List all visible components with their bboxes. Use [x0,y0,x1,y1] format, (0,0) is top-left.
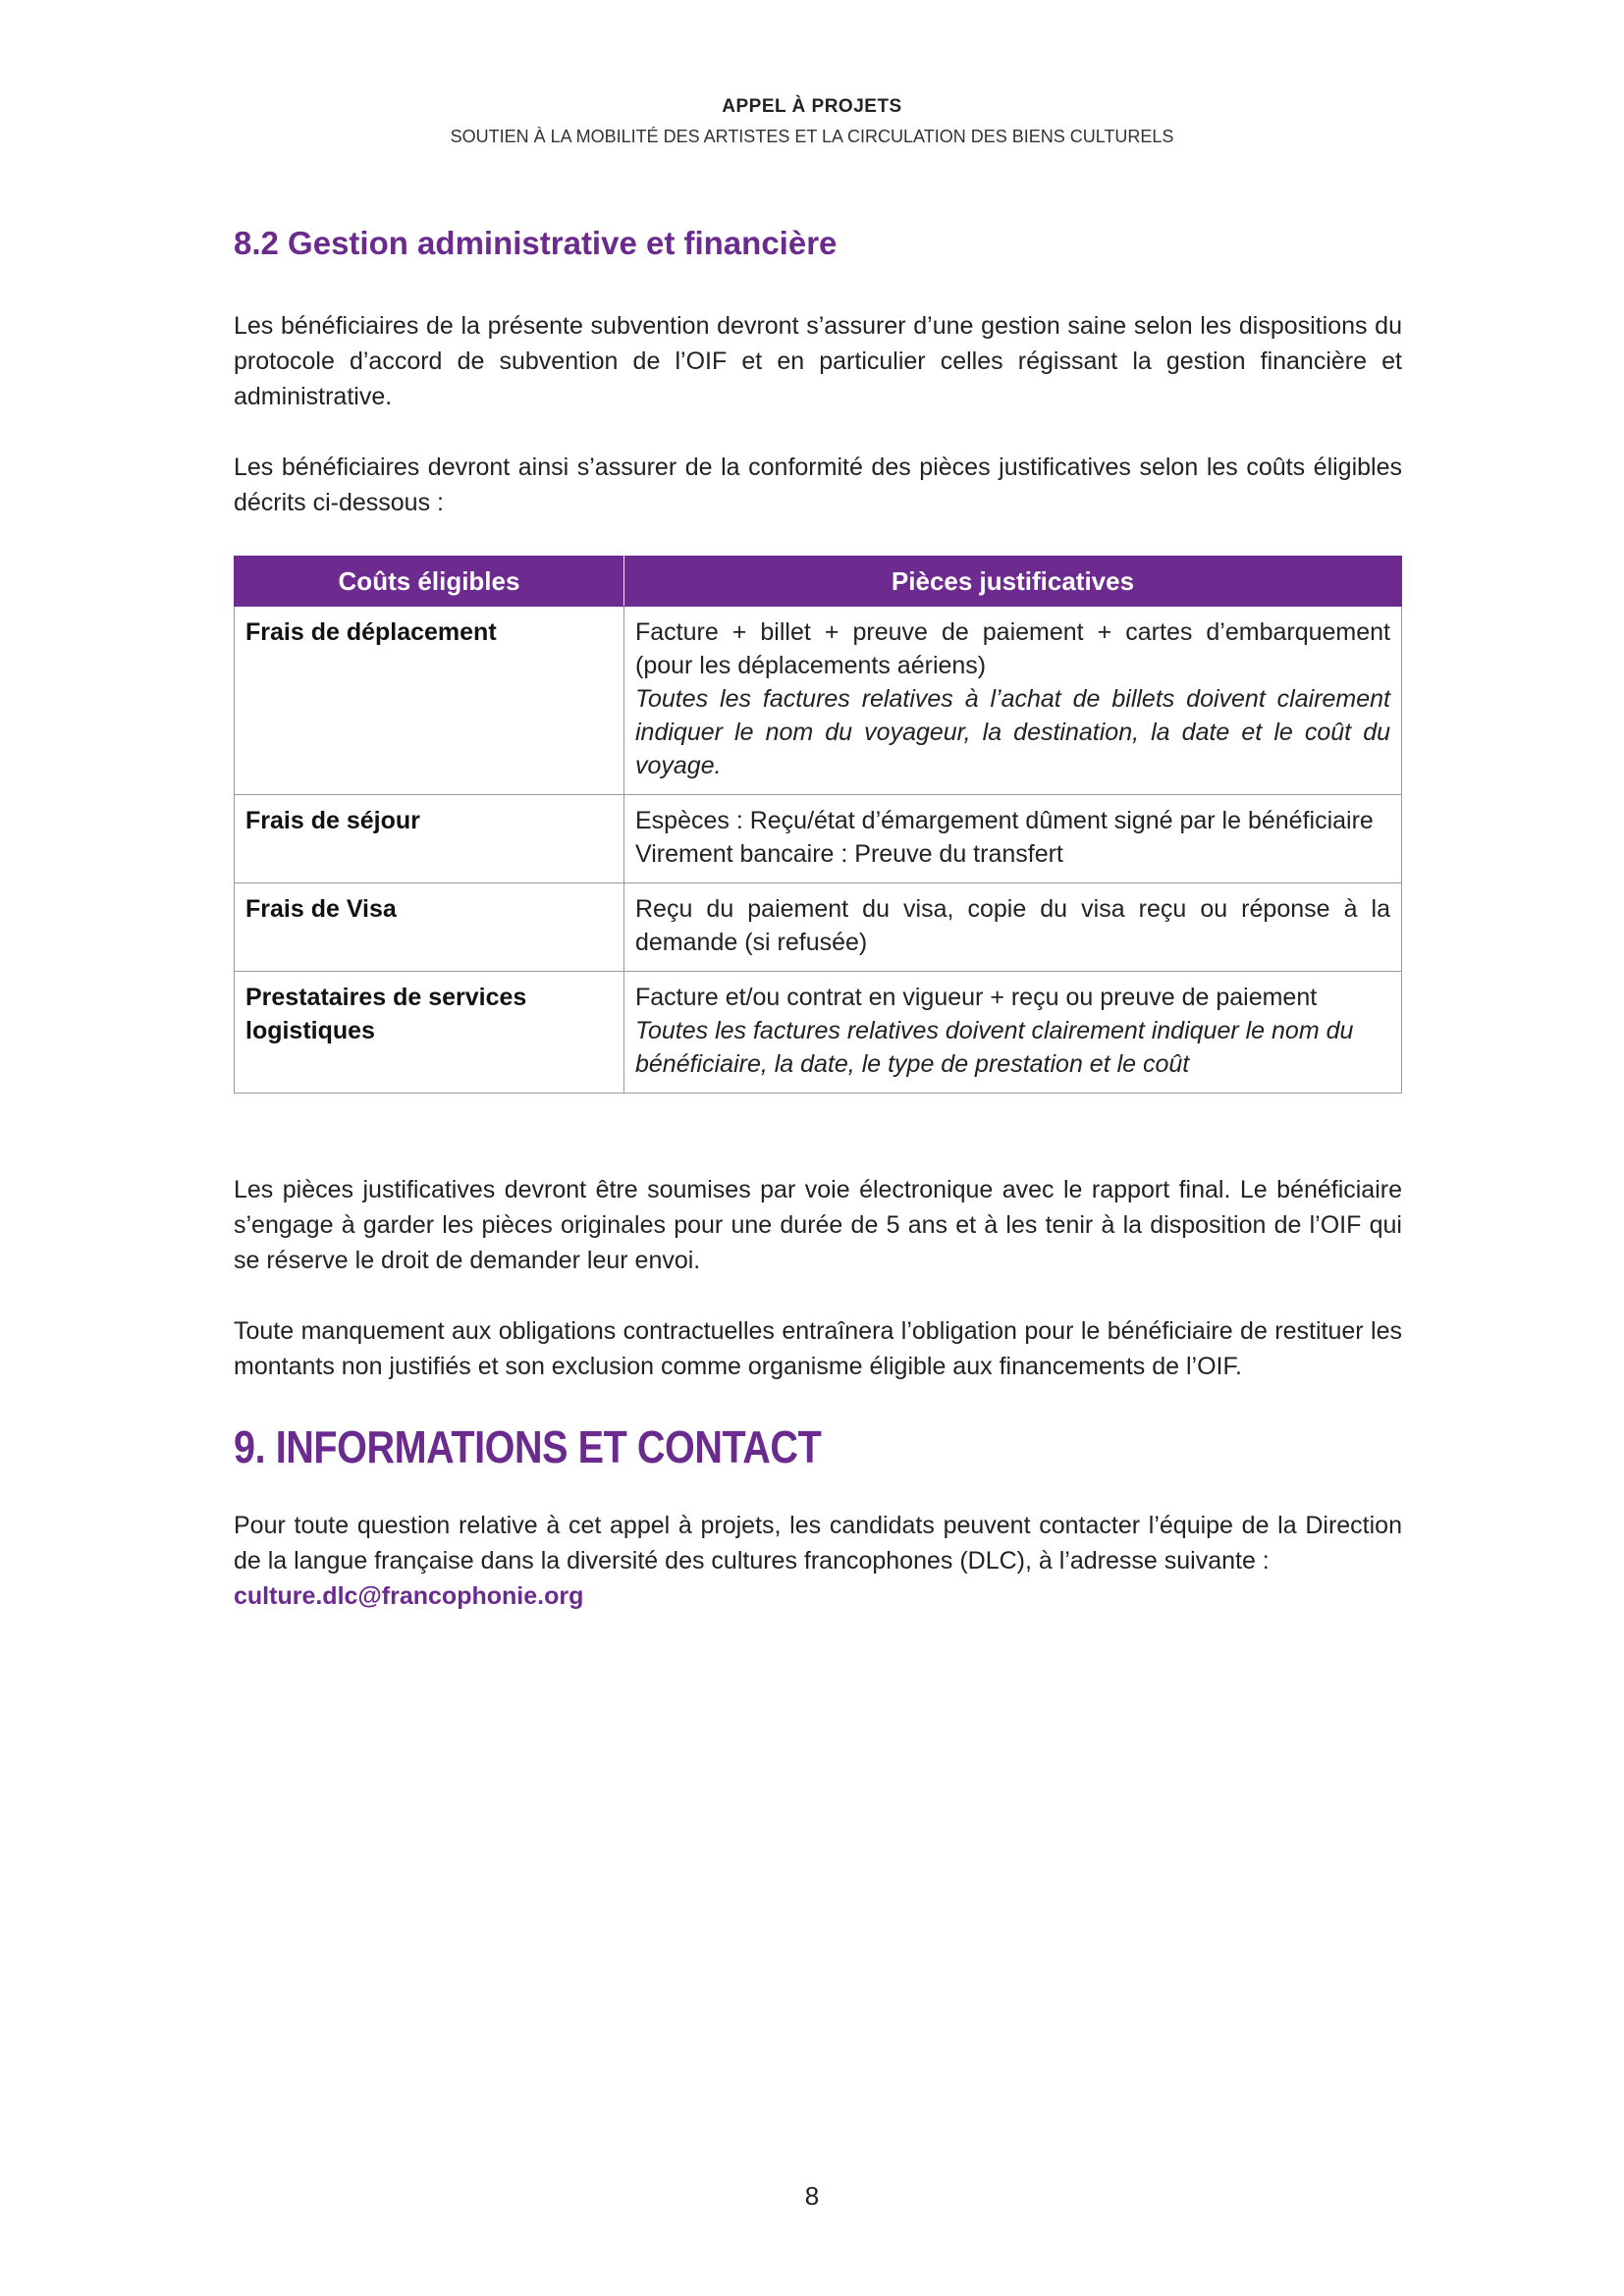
documents-text: Espèces : Reçu/état d’émargement dûment signé par le bénéficiaire [635,807,1374,834]
cost-cell: Frais de déplacement [235,607,624,795]
table-row [235,795,1402,883]
documents-text: Reçu du paiement du visa, copie du visa reçu ou réponse à la demande (si refusée) [635,895,1390,956]
section-8-2-paragraph-2: Les bénéficiaires devront ainsi s’assurer de la conformité des pièces justificatives selon les coûts éligibles décrits ci-dessous : [234,454,1402,516]
contact-email-link[interactable]: culture.dlc@francophonie.org [234,1582,584,1610]
documents-cell [624,883,1402,972]
after-table-paragraph-1: Les pièces justificatives devront être soumises par voie électronique avec le rapport final. Le bénéficiaire s’engage à garder les pièces originales pour une durée de 5 ans et à les tenir à la disposition de l’OIF qui se réserve le droit de demander leur envoi. [234,1176,1402,1274]
documents-cell [624,795,1402,883]
table-row [235,607,1402,795]
section-9-title: 9. INFORMATIONS ET CONTACT [234,1421,822,1472]
documents-text: Virement bancaire : Preuve du transfert [635,840,1063,868]
column-header-costs: Coûts éligibles [235,557,624,607]
page-number: 8 [804,2181,820,2211]
table-header-row [235,557,1402,607]
page-content [234,222,1402,1649]
documents-note: Toutes les factures relatives doivent clairement indiquer le nom du bénéficiaire, la date, le type de prestation et le coût [635,1017,1354,1078]
column-header-documents: Pièces justificatives [624,557,1402,607]
cost-cell: Frais de Visa [235,883,624,972]
section-9-paragraph [234,1508,1402,1614]
section-8-2-title: 8.2 Gestion administrative et financière [234,225,838,261]
page-header [0,94,1624,149]
eligible-costs-table [234,556,1402,1094]
documents-note: Toutes les factures relatives à l’achat de billets doivent clairement indiquer le nom du voyageur, la destination, la date et le coût du voyage. [635,685,1390,779]
header-title: APPEL À PROJETS [722,96,902,117]
table-row [235,972,1402,1094]
documents-text: Facture + billet + preuve de paiement + cartes d’embarquement (pour les déplacements aériens) [635,618,1390,679]
header-subtitle: SOUTIEN À LA MOBILITÉ DES ARTISTES ET LA CIRCULATION DES BIENS CULTURELS [450,127,1174,146]
table-row [235,883,1402,972]
cost-cell: Frais de séjour [235,795,624,883]
after-table-paragraph-2: Toute manquement aux obligations contractuelles entraînera l’obligation pour le bénéficiaire de restituer les montants non justifiés et son exclusion comme organisme éligible aux financements de l’OIF. [234,1317,1402,1380]
cost-cell: Prestataires de services logistiques [235,972,624,1094]
documents-cell [624,607,1402,795]
contact-text: Pour toute question relative à cet appel à projets, les candidats peuvent contacter l’équipe de la Direction de la langue française dans la diversité des cultures francophones (DLC), à l’adresse suivante : [234,1512,1402,1575]
documents-text: Facture et/ou contrat en vigueur + reçu ou preuve de paiement [635,984,1318,1011]
section-8-2-paragraph-1: Les bénéficiaires de la présente subvention devront s’assurer d’une gestion saine selon les dispositions du protocole d’accord de subvention de l’OIF et en particulier celles régissant la gestion financière et administrative. [234,312,1402,410]
documents-cell [624,972,1402,1094]
